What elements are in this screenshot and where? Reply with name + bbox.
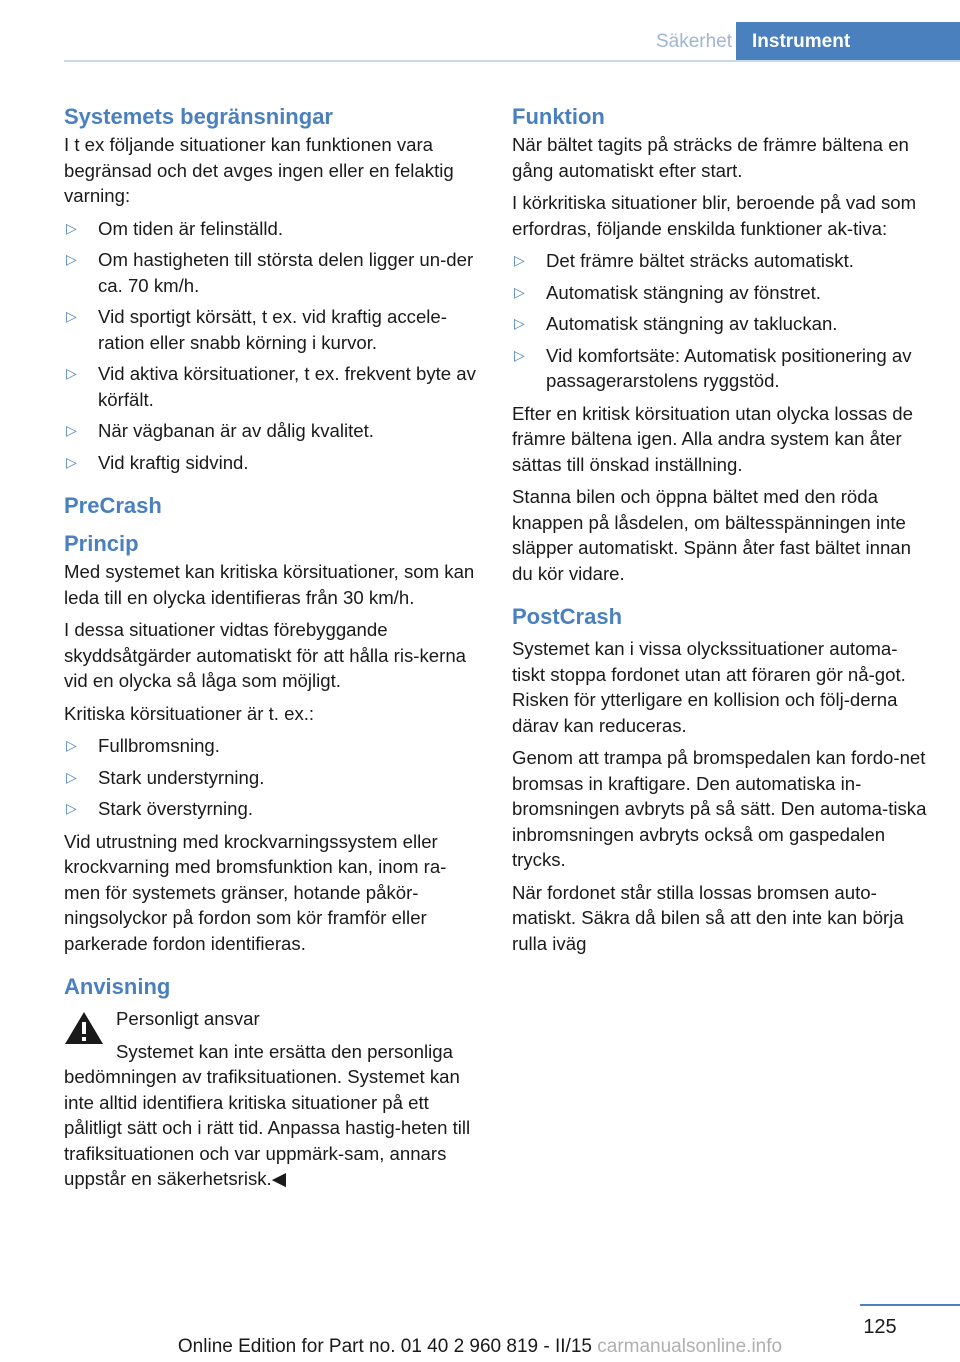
paragraph-stanna: Stanna bilen och öppna bältet med den röda knappen på låsdelen, om bältesspänningen inte släpper automatiskt. Spänn åter fast bältet innan du kör vidare.	[512, 486, 911, 584]
triangle-bullet-icon: ▷	[514, 315, 525, 331]
paragraph-postcrash-2: Genom att trampa på bromspedalen kan fordo‐net bromsas in kraftigare. Den automatiska in‐bromsningen avbryts på så sätt. Den automa‐tiska inbromsningen avbryts också om gaspedalen trycks.	[512, 747, 927, 870]
heading-funktion: Funktion	[512, 104, 605, 129]
triangle-bullet-icon: ▷	[66, 768, 77, 785]
triangle-bullet-icon: ▷	[66, 219, 77, 236]
list-item: ▷ Om hastigheten till största delen ligger un‐der ca. 70 km/h.	[66, 249, 474, 296]
heading-anvisning: Anvisning	[64, 974, 171, 999]
header-rule	[64, 60, 960, 62]
paragraph-princip-1: Med systemet kan kritiska körsituationer, som kan leda till en olycka identifieras från 30 km/h.	[64, 561, 475, 608]
watermark-text: carmanualsonline.info	[597, 1336, 783, 1357]
warning-box	[64, 1006, 480, 1192]
list-item: ▷ När vägbanan är av dålig kvalitet.	[64, 418, 480, 444]
warning-text: Systemet kan inte ersätta den personliga bedömningen av trafiksituationen. Systemet kan inte alltid identifiera kritiska situationer på ett pålitligt sätt och i rätt tid. Anpassa hastig‐heten till trafiksituationen och var uppmärk‐sam, annars uppstår en säkerhetsrisk.◀	[64, 1040, 471, 1189]
heading-princip: Princip	[64, 531, 139, 556]
list-item: ▷ Om tiden är felinställd.	[64, 216, 480, 242]
left-column	[64, 102, 480, 1199]
triangle-bullet-icon: ▷	[66, 737, 77, 753]
list-item: ▷ Automatisk stängning av fönstret.	[512, 280, 928, 306]
paragraph-krockvarning: Vid utrustning med krockvarningssystem eller krockvarning med bromsfunktion kan, inom ra‐men för systemets gränser, hotande påkör‐ningsolyckor på fordon som kör framför eller parkerade fordon identifieras.	[64, 830, 447, 954]
page-number: 125	[863, 1316, 897, 1338]
tab-sakerhet[interactable]: Säkerhet	[655, 31, 732, 52]
paragraph-limits-intro: I t ex följande situationer kan funktionen vara begränsad och det avges ingen eller en felaktig varning:	[64, 134, 454, 206]
warning-title: Personligt ansvar	[116, 1008, 260, 1029]
list-item: ▷ Vid kraftig sidvind.	[64, 450, 480, 476]
triangle-bullet-icon: ▷	[66, 251, 77, 267]
list-item: ▷ Fullbromsning.	[64, 733, 480, 759]
paragraph-funktion-2: I körkritiska situationer blir, beroende på vad som erfordras, följande enskilda funktioner ak‐tiva:	[512, 192, 917, 239]
paragraph-postcrash-1: Systemet kan i vissa olyckssituationer automa‐tiskt stoppa fordonet utan att föraren gör nå‐got. Risken för ytterligare en kollision och följ‐derna därav kan reduceras.	[512, 638, 906, 736]
list-item: ▷ Stark överstyrning.	[64, 796, 480, 822]
paragraph-kritiska: Kritiska körsituationer är t. ex.:	[64, 702, 315, 724]
heading-systemets-begransningar: Systemets begränsningar	[64, 104, 333, 129]
list-item: ▷ Automatisk stängning av takluckan.	[512, 311, 928, 337]
triangle-bullet-icon: ▷	[66, 800, 77, 816]
triangle-bullet-icon: ▷	[66, 308, 77, 324]
triangle-bullet-icon: ▷	[514, 252, 525, 268]
warning-triangle-icon	[64, 1010, 104, 1046]
list-item: ▷ Vid komfortsäte: Automatisk positionering av passagerarstolens ryggstöd.	[514, 344, 912, 391]
edition-text: Online Edition for Part no. 01 40 2 960 819 - II/15	[177, 1336, 592, 1357]
funktioner-list	[512, 248, 928, 394]
kritiska-list	[64, 733, 480, 822]
heading-postcrash: PostCrash	[512, 604, 623, 629]
paragraph-princip-2: I dessa situationer vidtas förebyggande skyddsåtgärder automatiskt för att hålla ris‐kerna vid en olycka så låga som möjligt.	[64, 619, 467, 691]
heading-precrash: PreCrash	[64, 493, 162, 518]
list-item: ▷ Det främre bältet sträcks automatiskt.	[512, 248, 928, 274]
list-item: ▷ Vid sportigt körsätt, t ex. vid kraftig accele‐ration eller snabb körning i kurvor.	[66, 306, 447, 353]
list-item: ▷ Vid aktiva körsituationer, t ex. frekvent byte av körfält.	[66, 363, 476, 410]
footer-edition	[0, 1336, 960, 1358]
right-column	[512, 102, 928, 963]
header-bar	[0, 0, 960, 62]
triangle-bullet-icon: ▷	[66, 453, 77, 470]
tab-instrument[interactable]: Instrument	[736, 22, 960, 62]
footer-rule	[860, 1304, 960, 1306]
paragraph-postcrash-3: När fordonet står stilla lossas bromsen auto‐matiskt. Säkra då bilen så att den inte kan börja rulla iväg	[512, 881, 904, 954]
limits-list	[64, 216, 480, 476]
paragraph-efter: Efter en kritisk körsituation utan olycka lossas de främre bältena igen. Alla andra system kan åter sättas till önskad inställning.	[512, 402, 913, 475]
list-item: ▷ Stark understyrning.	[64, 765, 480, 791]
triangle-bullet-icon: ▷	[514, 346, 525, 363]
triangle-bullet-icon: ▷	[66, 365, 77, 381]
triangle-bullet-icon: ▷	[66, 422, 77, 438]
triangle-bullet-icon: ▷	[514, 283, 525, 300]
paragraph-funktion-1: När bältet tagits på sträcks de främre bältena en gång automatiskt efter start.	[512, 134, 909, 181]
